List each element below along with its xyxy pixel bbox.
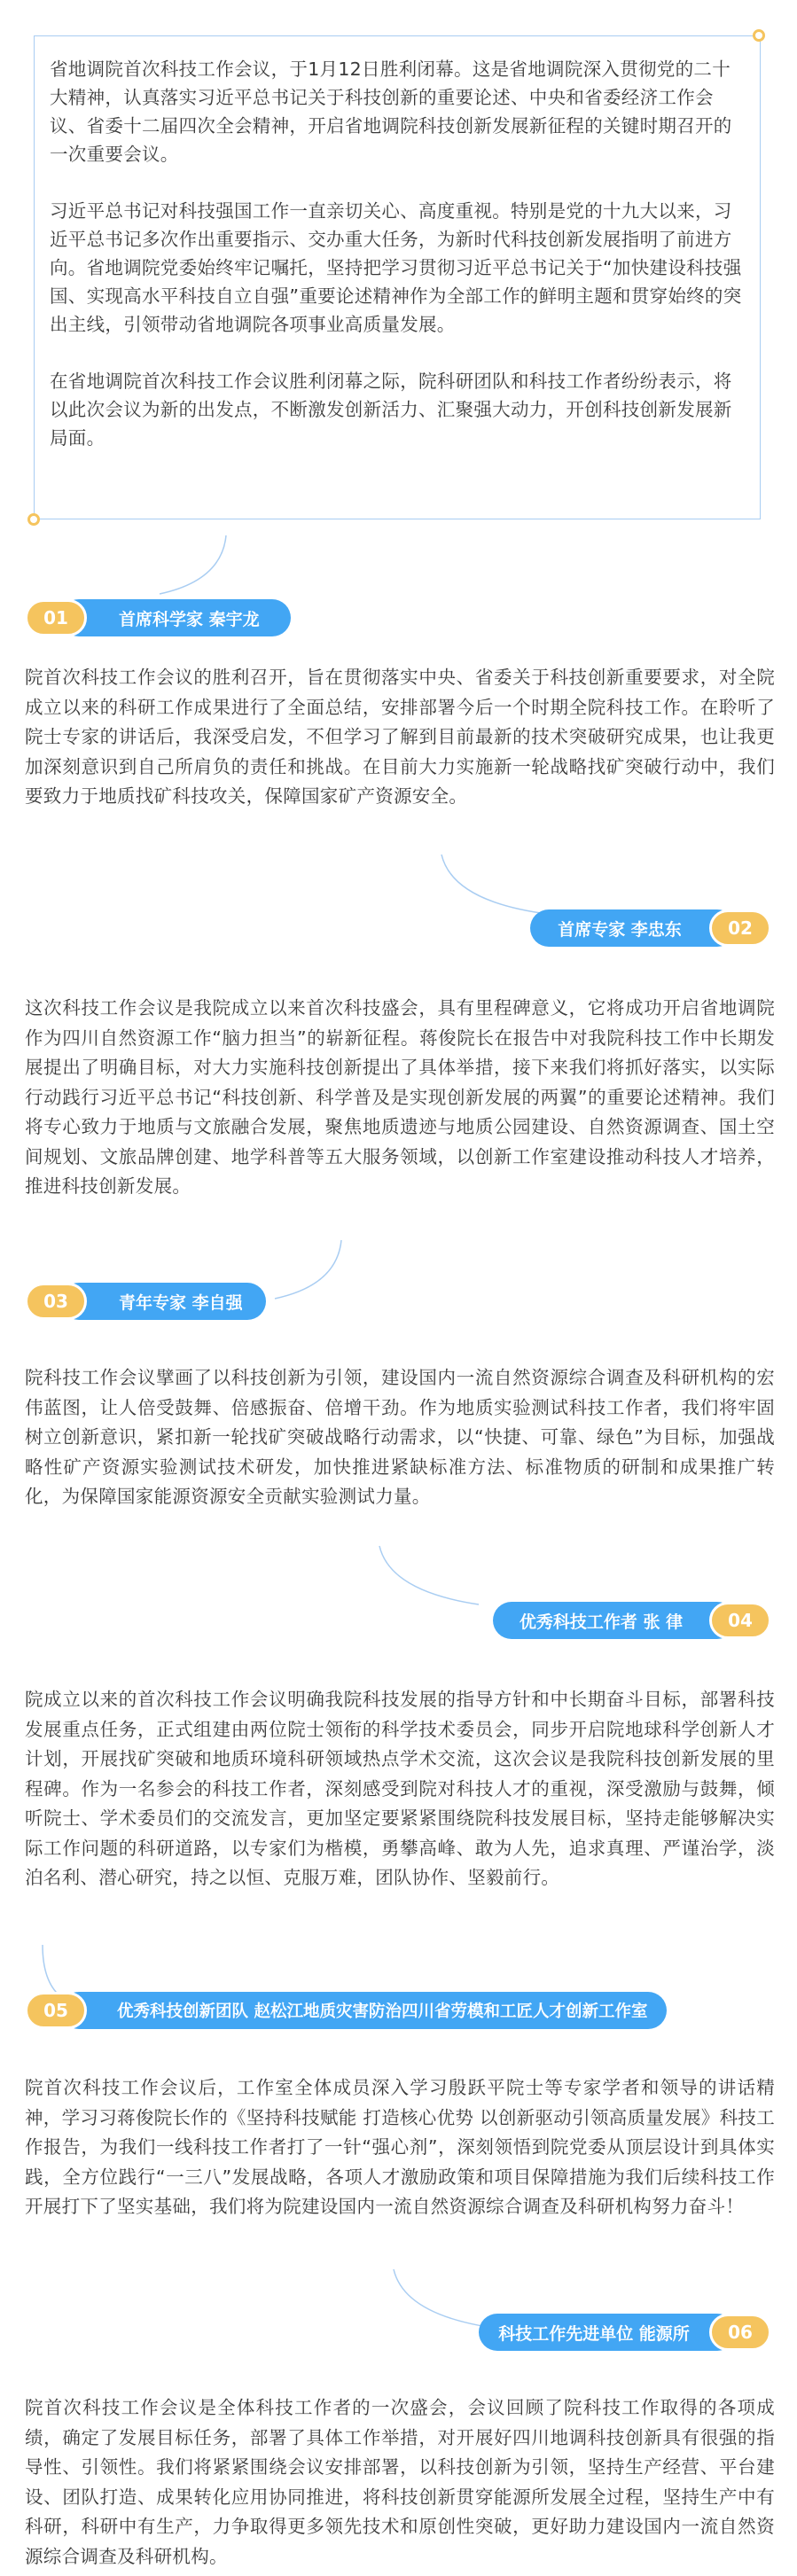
section-number-badge: 01 bbox=[25, 599, 87, 636]
section-title-pill: 首席科学家 秦宇龙 bbox=[60, 599, 291, 636]
section-header-03 bbox=[25, 1283, 266, 1320]
section-body-03: 院科技工作会议擘画了以科技创新为引领，建设国内一流自然资源综合调查及科研机构的宏伟蓝图，让人倍受鼓舞、倍感振奋、倍增干劲。作为地质实验测试科技工作者，我们将牢固树立创新意识，紧扣新一轮找矿突破战略行动需求，以“快捷、可靠、绿色”为目标，加强战略性矿产资源实验测试技术研发，加快推进紧缺标准方法、标准物质的研制和成果推广转化，为保障国家能源资源安全贡献实验测试力量。 bbox=[25, 1367, 775, 1507]
section-title-pill: 优秀科技创新团队 赵松江地质灾害防治四川省劳模和工匠人才创新工作室 bbox=[60, 1992, 667, 2029]
section-number-badge: 02 bbox=[709, 909, 771, 947]
section-body-06: 院首次科技工作会议是全体科技工作者的一次盛会，会议回顾了院科技工作取得的各项成绩，确定了发展目标任务，部署了具体工作举措，对开展好四川地调科技创新具有很强的指导性、引领性。我们将紧紧围绕会议安排部署，以科技创新为引领，坚持生产经营、平台建设、团队打造、成果转化应用协同推进，将科技创新贯穿能源所发展全过程，坚持生产中有科研，科研中有生产，力争取得更多领先技术和原创性突破，更好助力建设国内一流自然资源综合调查及科研机构。 bbox=[25, 2397, 775, 2567]
section-title-pill: 首席专家 李忠东 bbox=[530, 909, 736, 947]
section-title-pill: 青年专家 李自强 bbox=[60, 1283, 266, 1320]
decorative-arc-icon bbox=[53, 532, 231, 603]
intro-paragraph: 在省地调院首次科技工作会议胜利闭幕之际，院科研团队和科技工作者纷纷表示，将以此次会议为新的出发点，不断激发创新活力、汇聚强大动力，开创科技创新发展新局面。 bbox=[50, 371, 732, 449]
section-title-pill: 科技工作先进单位 能源所 bbox=[479, 2314, 736, 2351]
section-header-06 bbox=[479, 2314, 771, 2351]
section-number-badge: 05 bbox=[25, 1992, 87, 2029]
section-header-04 bbox=[493, 1602, 771, 1639]
section-title-pill: 优秀科技工作者 张 律 bbox=[493, 1602, 736, 1639]
section-body-02: 这次科技工作会议是我院成立以来首次科技盛会，具有里程碑意义，它将成功开启省地调院作为四川自然资源工作“脑力担当”的崭新征程。蒋俊院长在报告中对我院科技工作中长期发展提出了明确目标，对大力实施科技创新提出了具体举措，接下来我们将抓好落实，以实际行动践行习近平总书记“科技创新、科学普及是实现创新发展的两翼”的重要论述精神。我们将专心致力于地质与文旅融合发展，聚焦地质遗迹与地质公园建设、自然资源调查、国土空间规划、文旅品牌创建、地学科普等五大服务领域，以创新工作室建设推动科技人才培养，推进科技创新发展。 bbox=[25, 997, 775, 1197]
section-body-04: 院成立以来的首次科技工作会议明确我院科技发展的指导方针和中长期奋斗目标，部署科技发展重点任务，正式组建由两位院士领衔的科学技术委员会，同步开启院地球科学创新人才计划，开展找矿突破和地质环境科研领域热点学术交流，这次会议是我院科技创新发展的里程碑。作为一名参会的科技工作者，深刻感受到院对科技人才的重视，深受激励与鼓舞，倾听院士、学术委员们的交流发言，更加坚定要紧紧围绕院科技发展目标，坚持走能够解决实际工作问题的科研道路，以专家们为楷模，勇攀高峰、敢为人先，追求真理、严谨治学，淡泊名利、潜心研究，持之以恒、克服万难，团队协作、坚毅前行。 bbox=[25, 1689, 775, 1888]
section-number-badge: 06 bbox=[709, 2314, 771, 2351]
section-header-02 bbox=[530, 909, 771, 947]
section-number-badge: 03 bbox=[25, 1283, 87, 1320]
section-body-01: 院首次科技工作会议的胜利召开，旨在贯彻落实中央、省委关于科技创新重要要求，对全院成立以来的科研工作成果进行了全面总结，安排部署今后一个时期全院科技工作。在聆听了院士专家的讲话后，我深受启发，不但学习了解到目前最新的技术突破研究成果，也让我更加深刻意识到自己所肩负的责任和挑战。在目前大力实施新一轮战略找矿突破行动中，我们要致力于地质找矿科技攻关，保障国家矿产资源安全。 bbox=[25, 667, 775, 807]
section-number-badge: 04 bbox=[709, 1602, 771, 1639]
top-right-dot-icon bbox=[753, 29, 765, 42]
bottom-left-dot-icon bbox=[27, 513, 40, 526]
section-header-01 bbox=[25, 599, 291, 636]
section-header-05 bbox=[25, 1992, 667, 2029]
intro-paragraph: 省地调院首次科技工作会议，于1月12日胜利闭幕。这是省地调院深入贯彻党的二十大精神，认真落实习近平总书记关于科技创新的重要论述、中央和省委经济工作会议、省委十二届四次全会精神，开启省地调院科技创新发展新征程的关键时期召开的一次重要会议。 bbox=[50, 59, 732, 165]
intro-text bbox=[50, 55, 746, 480]
section-body-05: 院首次科技工作会议后，工作室全体成员深入学习殷跃平院士等专家学者和领导的讲话精神，学习习蒋俊院长作的《坚持科技赋能 打造核心优势 以创新驱动引领高质量发展》科技工作报告，为我们一线科技工作者打了一针“强心剂”，深刻领悟到院党委从顶层设计到具体实践，全方位践行“一三八”发展战略，各项人才激励政策和项目保障措施为我们后续科技工作开展打下了坚实基础，我们将为院建设国内一流自然资源综合调查及科研机构努力奋斗！ bbox=[25, 2077, 775, 2217]
intro-paragraph: 习近平总书记对科技强国工作一直亲切关心、高度重视。特别是党的十九大以来，习近平总书记多次作出重要指示、交办重大任务，为新时代科技创新发展指明了前进方向。省地调院党委始终牢记嘱托，坚持把学习贯彻习近平总书记关于“加快建设科技强国、实现高水平科技自立自强”重要论述精神作为全部工作的鲜明主题和贯穿始终的突出主线，引领带动省地调院各项事业高质量发展。 bbox=[50, 200, 742, 335]
